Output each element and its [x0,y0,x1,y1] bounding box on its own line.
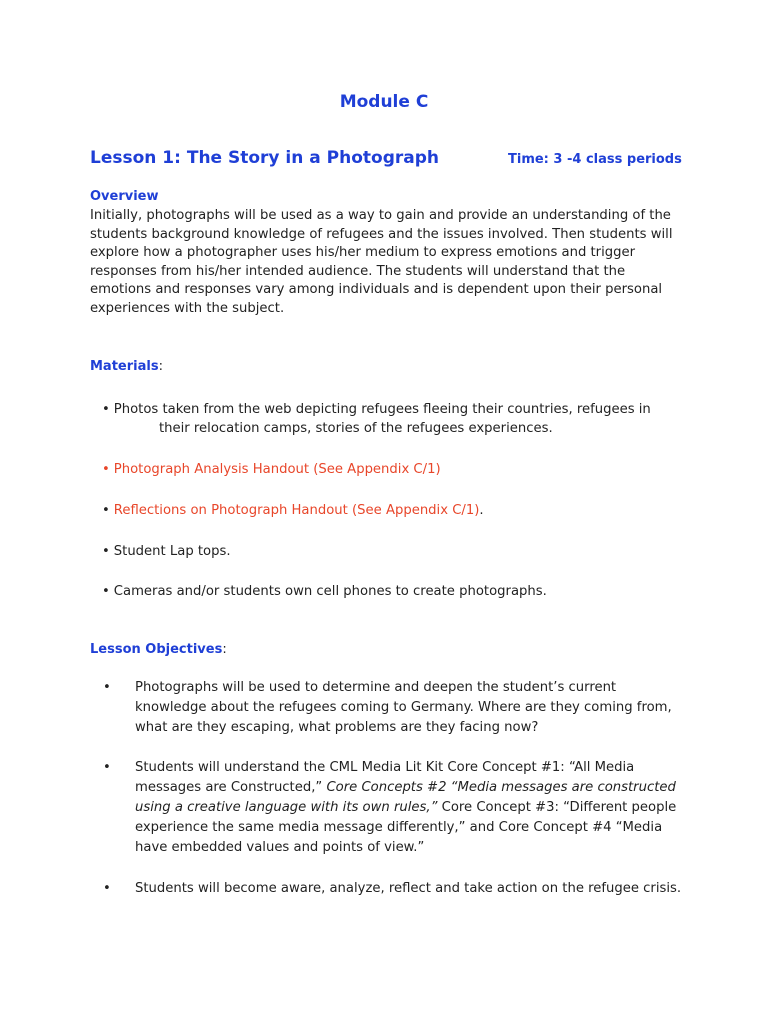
materials-item-link[interactable] [102,501,682,520]
reflections-handout-link[interactable]: Reflections on Photograph Handout (See Appendix C/1) [113,503,480,518]
module-title: Module C [339,92,429,112]
objectives-heading [90,642,227,657]
materials-item-continuation: their relocation camps, stories of the refugees experiences. [159,421,553,436]
objectives-heading-label: Lesson Objectives [90,642,223,657]
materials-heading-label: Materials [90,359,159,374]
materials-item [102,400,682,438]
bullet: • [103,881,111,896]
objective-text: Students will become aware, analyze, reflect and take action on the refugee crisis. [135,881,682,896]
objective-text-part: Core Concept #3: “Different people experience the same media message differently,” and Core Concept #4 “Media have embedded values and points of view.” [135,800,677,855]
materials-item-text: Student Lap tops. [113,544,231,559]
materials-item-link[interactable] [102,460,682,479]
objective-text [135,758,683,858]
photograph-analysis-link[interactable]: Photograph Analysis Handout (See Appendix C/1) [113,462,441,477]
bullet: • [102,462,110,477]
lesson-title: Lesson 1: The Story in a Photograph [90,148,440,168]
materials-item [102,582,682,601]
lesson-time: Time: 3 -4 class periods [508,152,682,167]
bullet: • [102,584,110,599]
materials-heading-colon: : [158,359,163,374]
overview-text: Initially, photographs will be used as a way to gain and provide an understanding of the students background knowledge of refugees and the issues involved. Then students will explore how a photographer uses his/her medium to express emotions and trigger responses from his/her intended audience. The students will understand that the emotions and responses vary among individuals and is dependent upon their personal experiences with the subject. [90,208,673,316]
bullet: • [103,680,111,695]
objective-text-part: Students will understand the CML Media Lit Kit Core Concept #1: “All Media messages are Constructed,” [135,760,635,795]
bullet: • [102,402,110,417]
overview-heading: Overview [90,189,159,204]
bullet: • [102,503,110,518]
bullet: • [102,544,110,559]
materials-item-text: Photos taken from the web depicting refugees fleeing their countries, refugees in [113,402,651,417]
materials-heading [90,359,163,374]
objective-text: Photographs will be used to determine and deepen the student’s current knowledge about the refugees coming to Germany. Where are they coming from, what are they escaping, what problems are they facing now? [135,680,672,735]
objectives-heading-colon: : [222,642,227,657]
materials-item [102,542,682,561]
objective-text-italic: Core Concepts #2 “Media messages are constructed using a creative language with its own rules,” [135,780,676,815]
bullet: • [103,760,111,775]
materials-item-suffix: . [479,503,484,518]
materials-item-text: Cameras and/or students own cell phones to create photographs. [113,584,547,599]
